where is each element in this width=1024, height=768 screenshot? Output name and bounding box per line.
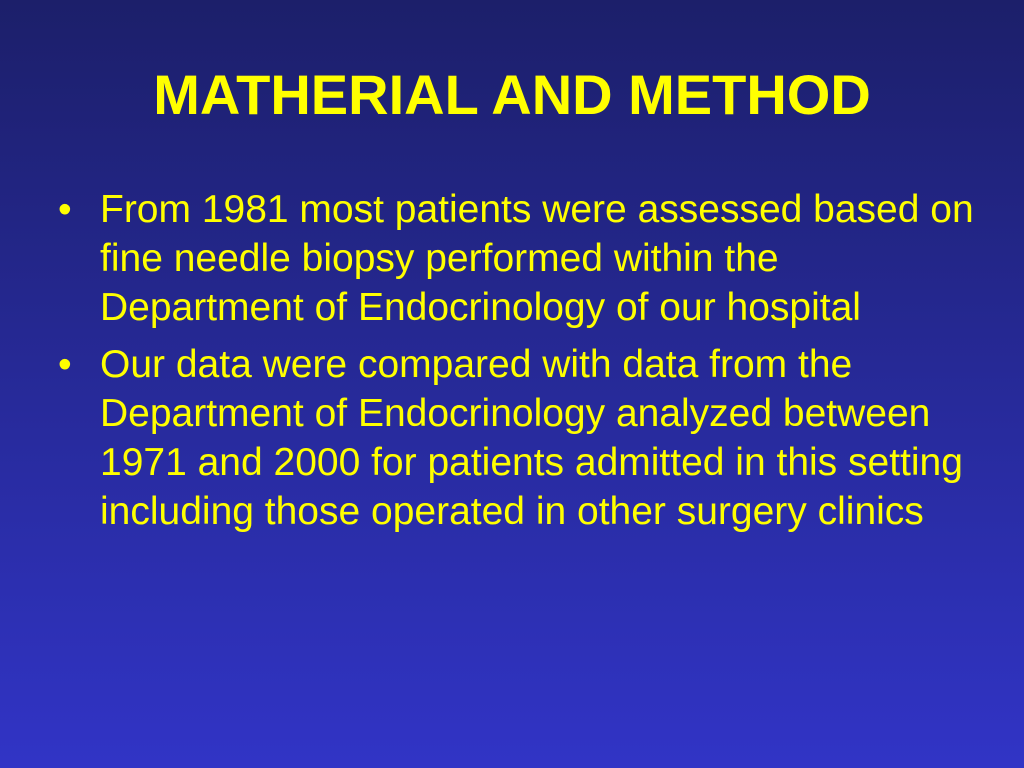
bullet-list bbox=[58, 185, 978, 544]
bullet-text-2: Our data were compared with data from the Department of Endocrinology analyzed between 1971 and 2000 for patients admitted in this setting including those operated in other surgery clinics bbox=[100, 343, 963, 533]
bullet-item-2 bbox=[58, 340, 978, 536]
slide-title: MATHERIAL AND METHOD bbox=[153, 63, 871, 126]
bullet-text-1: From 1981 most patients were assessed based on fine needle biopsy performed within the Department of Endocrinology of our hospital bbox=[100, 188, 974, 329]
bullet-icon: • bbox=[58, 343, 72, 386]
bullet-item-1 bbox=[58, 185, 978, 332]
bullet-icon: • bbox=[58, 188, 72, 231]
